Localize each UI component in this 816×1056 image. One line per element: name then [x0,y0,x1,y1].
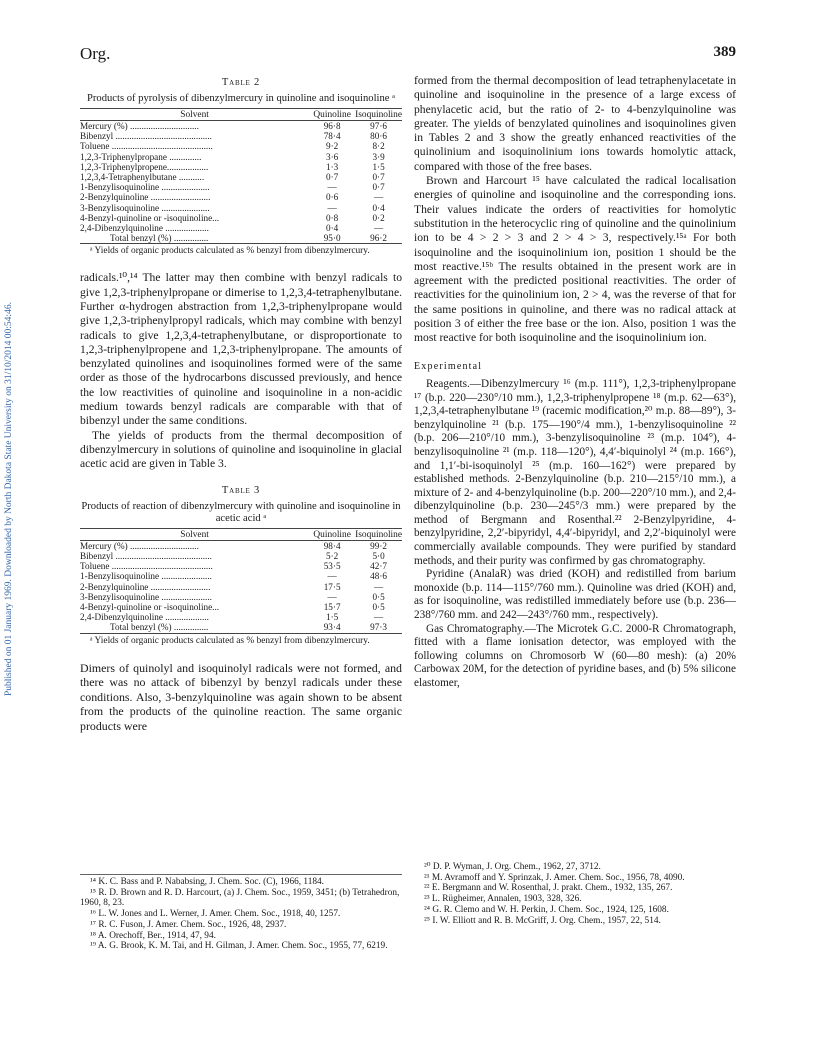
table2-row [80,192,402,202]
left-column [80,74,402,734]
table2-header-quinoline: Quinoline [309,108,355,120]
table2-row [80,141,402,151]
table3-row [80,592,402,602]
table2-cell-isoquinoline: 3·9 [372,151,385,162]
table3-cell-isoquinoline: — [373,612,384,623]
table3-row [80,612,402,622]
table2-row [80,233,402,244]
table2-row [80,213,402,223]
left-paragraph-1: radicals.¹⁰,¹⁴ The latter may then combine with benzyl radicals to give 1,2,3-triphenylpropane or dimerise to 1,2,3,4-tetraphenylbutane. Further α-hydrogen abstraction from 1,2,3-triphenylpropane would give 1,2,3-triphenylpropyl radicals, which may combine with benzyl radicals to give 1,2,3,4-tetraphenylbutane, or disproportionate to 1,2,3-triphenylpropene and 1,2,3-triphenylpropane. The amounts of benzylated quinolines and isoquinolines formed were of the same order as those of the hydrocarbons discussed previously, and hence the low reactivities of quinoline and isoquinoline in a non-acidic medium towards benzyl radicals are comparable with that of bibenzyl under the same conditions. [80,271,402,428]
table2-cell-product: 3-Benzylisoquinoline ..................... [80,202,210,213]
table3-row [80,622,402,633]
download-notice: Published on 01 January 1969. Downloaded by North Dakota State University on 31/10/2014 00:54:46. [4,302,14,696]
table3-header-quinoline: Quinoline [309,528,355,540]
table2-row [80,172,402,182]
table3-title: Table 3 [221,484,261,496]
right-column [414,74,736,691]
table3-row [80,602,402,612]
table3-cell-product: 2,4-Dibenzylquinoline ................... [80,612,209,623]
references-right [414,862,736,926]
table2-body [80,120,402,243]
reference-15: ¹⁵ R. D. Brown and R. D. Harcourt, (a) J. Chem. Soc., 1959, 3451; (b) Tetrahedron, 1960, 8, 23. [80,887,400,909]
table3-cell-isoquinoline: 48·6 [370,571,387,582]
table2-cell-product: Bibenzyl .......................................... [80,131,212,142]
table2-row [80,152,402,162]
table2-cell-product: Toluene ............................................ [80,141,213,152]
table2-cell-quinoline: — [327,182,337,193]
table3-cell-isoquinoline: 0·5 [372,602,385,613]
table2-cell-quinoline: 95·0 [323,233,341,244]
table2-header-row [80,108,402,120]
table3-cell-product: 2-Benzylquinoline .......................... [80,581,211,592]
right-paragraph-1: formed from the thermal decomposition of lead tetraphenylacetate in quinoline and isoquinoline in the presence of a large excess of phenylacetic acid, but the ratio of 2- to 4-benzylquinoline was greater. The yields of benzylated quinolines and isoquinolines given in Tables 2 and 3 show the greatly enhanced reactivities of the quinolinium and isoquinolinium ions towards homolytic attack, compared with those of the free bases. [414,74,736,173]
table2-cell-product: Mercury (%) .............................. [80,120,199,131]
page-number: 389 [713,44,736,60]
table3-cell-quinoline: 17·5 [323,581,341,592]
table3-header-solvent: Solvent [80,528,309,540]
table2-cell-quinoline: 0·7 [326,171,339,182]
reference-14: ¹⁴ K. C. Bass and P. Nababsing, J. Chem. Soc. (C), 1966, 1184. [90,877,324,887]
table2-cell-product: 2,4-Dibenzylquinoline ................... [80,222,209,233]
table2-cell-product: 1,2,3-Triphenylpropane .............. [80,151,202,162]
table2-cell-quinoline: — [327,202,337,213]
table2-caption: Products of pyrolysis of dibenzylmercury in quinoline and isoquinoline ᵃ [86,93,395,105]
reference-22: ²² E. Bergmann and W. Rosenthal, J. prakt. Chem., 1932, 135, 267. [424,883,673,894]
table2-cell-product: 2-Benzylquinoline .......................... [80,192,211,203]
table3-cell-product: 3-Benzylisoquinoline ...................... [80,591,212,602]
table2-cell-isoquinoline: 0·2 [372,212,385,223]
table3-cell-quinoline: 1·5 [326,612,339,623]
table2-cell-quinoline: 0·4 [326,222,339,233]
table3-cell-quinoline: 53·5 [323,561,341,572]
table2-cell-product: Total benzyl (%) ............... [110,233,209,244]
table3-cell-product: 1-Benzylisoquinoline ...................... [80,571,212,582]
table2-cell-isoquinoline: — [373,222,384,233]
left-paragraph-3: Dimers of quinolyl and isoquinolyl radicals were not formed, and there was no attack of bibenzyl by benzyl radicals under these conditions. Also, 3-benzylquinoline was again shown to be absent from the products of the quinoline reaction. The same organic products were [80,660,402,734]
table2-cell-product: 1-Benzylisoquinoline ..................... [80,182,210,193]
table3-cell-product: Toluene ............................................ [80,561,213,572]
table2-row [80,203,402,213]
table2-cell-isoquinoline: 1·5 [372,161,385,172]
table2-row [80,131,402,141]
table3-cell-product: Total benzyl (%) ............... [110,622,209,633]
table3-cell-quinoline: 15·7 [323,602,341,613]
table3-cell-product: Mercury (%) .............................. [80,540,199,551]
right-paragraph-3: Reagents.—Dibenzylmercury ¹⁶ (m.p. 111°), 1,2,3-triphenylpropane ¹⁷ (b.p. 220—230°/10 mm.), 1,2,3-triphenylpropene ¹⁸ (m.p. 62—63°), 1,2,3,4-tetraphenylbutane ¹⁹ (racemic modification,²⁰ m.p. 88—89°), 3-benzylquinoline ²¹ (b.p. 175—190°/4 mm.), 1-benzylisoquinoline ²² (b.p. 206—210°/10 mm.), 3-benzylisoquinoline ²³ (m.p. 104°), 4-benzylisoquinoline ²¹ (m.p. 118—120°), 4,4′-biquinolyl ²⁴ (m.p. 166°), and 1,1′-bi-isoquinolyl ²⁵ (m.p. 160—162°) were prepared by established methods. 2-Benzylquinoline (b.p. 210—215°/10 mm.), a mixture of 2- and 4-benzylquinoline (b.p. 200—220°/10 mm.), and 2,4-dibenzylquinoline (b.p. 230—245°/3 mm.) were prepared by the method of Bergmann and Rosenthal.²² 2-Benzylpyridine, 4-benzylpyridine, 2,2′-bipyridyl, 4,4′-bipyridyl, and 2,2′-biquinolyl were commercially available compounds. They were purified by standard methods, and their purity was confirmed by gas chromatography. [414,377,736,567]
table3-cell-product: Bibenzyl .......................................... [80,551,212,562]
table2-cell-isoquinoline: 8·2 [372,141,385,152]
table2-cell-isoquinoline: 80·6 [370,131,387,142]
table2-footnote: ᵃ Yields of organic products calculated as % benzyl from dibenzylmercury. [90,246,370,257]
reference-17: ¹⁷ R. C. Fuson, J. Amer. Chem. Soc., 1926, 48, 2937. [90,919,287,930]
references-left [80,874,402,952]
table2-cell-quinoline: 3·6 [326,151,339,162]
table3-cell-isoquinoline: — [373,581,384,592]
table2-cell-quinoline: 9·2 [326,141,339,152]
reference-16: ¹⁶ L. W. Jones and L. Werner, J. Amer. Chem. Soc., 1918, 40, 1257. [90,909,341,920]
table3-body [80,540,402,633]
table3-cell-quinoline: — [327,591,337,602]
table3-header-isoquinoline: Isoquinoline [355,529,402,540]
table2-cell-isoquinoline: 0·7 [372,182,385,193]
table2-cell-product: 1,2,3-Triphenylpropene.................. [80,161,209,172]
table3-row [80,540,402,551]
table2 [80,108,402,245]
reference-18: ¹⁸ A. Orechoff, Ber., 1914, 47, 94. [90,930,216,941]
table2-row [80,182,402,192]
table3-cell-product: 4-Benzyl-quinoline or -isoquinoline... [80,602,220,613]
table3-cell-quinoline: 93·4 [323,622,341,633]
table2-header-isoquinoline: Isoquinoline [355,109,402,120]
table3-cell-isoquinoline: 0·5 [372,591,385,602]
reference-19: ¹⁹ A. G. Brook, K. M. Tai, and H. Gilman, J. Amer. Chem. Soc., 1955, 77, 6219. [90,941,388,952]
right-paragraph-5: Gas Chromatography.—The Microtek G.C. 2000-R Chromatograph, fitted with a flame ionisation detector, was employed with the following columns on Chromosorb W (60—80 mesh): (a) 20% Carbowax 20M, for the detection of pyridine bases, and (b) 5% silicone elastomer, [414,622,736,689]
table3-row [80,551,402,561]
table2-cell-quinoline: 78·4 [323,131,341,142]
table2-cell-isoquinoline: — [373,192,384,203]
reference-20: ²⁰ D. P. Wyman, J. Org. Chem., 1962, 27, 3712. [424,862,601,872]
table2-cell-product: 1,2,3,4-Tetraphenylbutane ........... [80,171,205,182]
reference-24: ²⁴ G. R. Clemo and W. H. Perkin, J. Chem. Soc., 1924, 125, 1608. [424,904,669,915]
section-heading-experimental: Experimental [414,360,483,372]
reference-23: ²³ L. Rügheimer, Annalen, 1903, 328, 326. [424,894,582,905]
table3-cell-isoquinoline: 97·3 [370,622,387,633]
table3-cell-isoquinoline: 42·7 [370,561,387,572]
table2-cell-quinoline: 0·6 [326,192,339,203]
reference-21: ²¹ M. Avramoff and Y. Sprinzak, J. Amer. Chem. Soc., 1956, 78, 4090. [424,872,685,883]
table2-cell-isoquinoline: 97·6 [370,120,387,131]
journal-name: Org. [80,44,111,63]
table2-row [80,120,402,131]
table3-row [80,571,402,581]
table2-title: Table 2 [221,77,261,88]
table3-cell-quinoline: 5·2 [326,551,339,562]
table3-row [80,582,402,592]
table2-header-solvent: Solvent [80,108,309,120]
table3-cell-isoquinoline: 5·0 [372,551,385,562]
table2-cell-isoquinoline: 96·2 [370,233,387,244]
right-paragraph-2: Brown and Harcourt ¹⁵ have calculated the radical localisation energies of quinoline and isoquinoline and the corresponding ions. Their values indicate the orders of reactivities for homolytic substitution in the heterocyclic ring of quinoline and the quinolinium ion to be 4 > 2 > 3 and 2 > 4 > 3, respectively.¹⁵ᵃ For both isoquinoline and the isoquinolinium ion, position 1 should be the most reactive.¹⁵ᵇ The results obtained in the present work are in agreement with the predicted positional reactivities. The order of reactivities for the quinolinium ion, 2 > 4, was the reverse of that for the same positions in quinoline, and there was no radical attack at position 3 of either the free base or the ion. Also, position 1 was the most reactive for both isoquinoline and the isoquinolinium ion. [414,174,736,345]
table3-cell-quinoline: — [327,571,337,582]
left-paragraph-2: The yields of products from the thermal decomposition of dibenzylmercury in solutions of quinoline and isoquinoline in glacial acetic acid are given in Table 3. [80,428,402,471]
table2-cell-isoquinoline: 0·7 [372,171,385,182]
table3 [80,528,402,634]
table3-header-row [80,528,402,540]
table3-cell-quinoline: 98·4 [323,540,341,551]
reference-25: ²⁵ I. W. Elliott and R. B. McGriff, J. Org. Chem., 1957, 22, 514. [424,915,661,926]
right-paragraph-4: Pyridine (AnalaR) was dried (KOH) and redistilled from barium monoxide (b.p. 114—115°/760 mm.). Quinoline was dried (KOH) and, as for isoquinoline, was redistilled immediately before use (b.p. 236—238°/760 mm. and 242—243°/760 mm., respectively). [414,568,736,622]
table3-cell-isoquinoline: 99·2 [370,540,387,551]
table2-cell-product: 4-Benzyl-quinoline or -isoquinoline... [80,212,220,223]
table2-cell-quinoline: 0·8 [326,212,339,223]
table2-row [80,223,402,233]
table2-cell-quinoline: 96·8 [323,120,341,131]
table2-cell-quinoline: 1·3 [326,161,339,172]
table3-caption: Products of reaction of dibenzylmercury with quinoline and isoquinoline in acetic acid ᵃ [81,500,401,525]
table3-row [80,561,402,571]
table2-row [80,162,402,172]
table3-footnote: ᵃ Yields of organic products calculated as % benzyl from dibenzylmercury. [90,635,370,646]
table2-cell-isoquinoline: 0·4 [372,202,385,213]
